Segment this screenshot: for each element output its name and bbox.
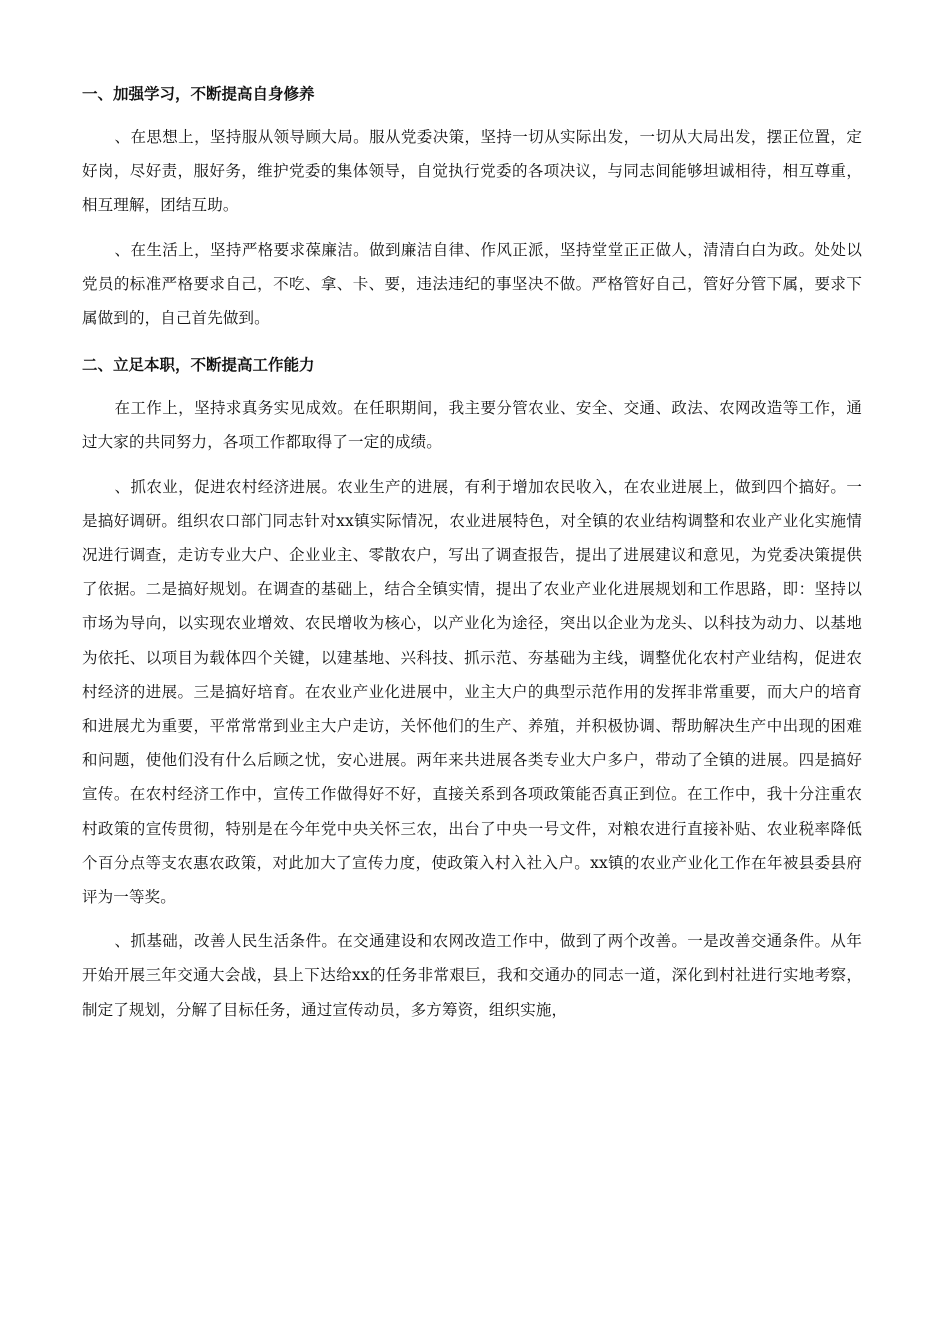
paragraph-work: 在工作上，坚持求真务实见成效。在任职期间，我主要分管农业、安全、交通、政法、农网改造等工作，通过大家的共同努力，各项工作都取得了一定的成绩。 bbox=[82, 399, 862, 452]
paragraph-agriculture: 、抓农业，促进农村经济进展。农业生产的进展，有利于增加农民收入，在农业进展上，做到四个搞好。一是搞好调研。组织农口部门同志针对xx镇实际情况，农业进展特色，对全镇的农业结构调整和农业产业化实施情况进行调查，走访专业大户、企业业主、零散农户，写出了调查报告，提出了进展建议和意见，为党委决策提供了依据。二是搞好规划。在调查的基础上，结合全镇实情，提出了农业产业化进展规划和工作思路，即：坚持以市场为导向，以实现农业增效、农民增收为核心，以产业化为途径，突出以企业为龙头、以科技为动力、以基地为依托、以项目为载体四个关键，以建基地、兴科技、抓示范、夯基础为主线，调整优化农村产业结构，促进农村经济的进展。三是搞好培育。在农业产业化进展中，业主大户的典型示范作用的发挥非常重要，而大户的培育和进展尤为重要，平常常常到业主大户走访，关怀他们的生产、养殖，并积极协调、帮助解决生产中出现的困难和问题，使他们没有什么后顾之忧，安心进展。两年来共进展各类专业大户多户，带动了全镇的进展。四是搞好宣传。在农村经济工作中，宣传工作做得好不好，直接关系到各项政策能否真正到位。在工作中，我十分注重农村政策的宣传贯彻，特别是在今年党中央关怀三农，出台了中央一号文件，对粮农进行直接补贴、农业税率降低个百分点等支农惠农政策，对此加大了宣传力度，使政策入村入社入户。xx镇的农业产业化工作在年被县委县府评为一等奖。 bbox=[82, 477, 862, 907]
section-heading-1: 一、加强学习，不断提高自身修养 bbox=[82, 85, 315, 103]
paragraph-infrastructure: 、抓基础，改善人民生活条件。在交通建设和农网改造工作中，做到了两个改善。一是改善交通条件。从年开始开展三年交通大会战，县上下达给xx的任务非常艰巨，我和交通办的同志一道，深化到村社进行实地考察，制定了规划，分解了目标任务，通过宣传动员，多方筹资，组织实施， bbox=[82, 932, 862, 1019]
paragraph-life: 、在生活上，坚持严格要求葆廉洁。做到廉洁自律、作风正派，坚持堂堂正正做人，清清白白为政。处处以党员的标准严格要求自己，不吃、拿、卡、要，违法违纪的事坚决不做。严格管好自己，管好分管下属，要求下属做到的，自己首先做到。 bbox=[82, 240, 862, 328]
section-heading-2: 二、立足本职，不断提高工作能力 bbox=[82, 356, 315, 375]
document-body bbox=[82, 74, 862, 1037]
paragraph-thinking: 、在思想上，坚持服从领导顾大局。服从党委决策，坚持一切从实际出发，一切从大局出发，摆正位置，定好岗，尽好责，服好务，维护党委的集体领导，自觉执行党委的各项决议，与同志间能够坦诚相待，相互尊重，相互理解，团结互助。 bbox=[82, 128, 862, 215]
